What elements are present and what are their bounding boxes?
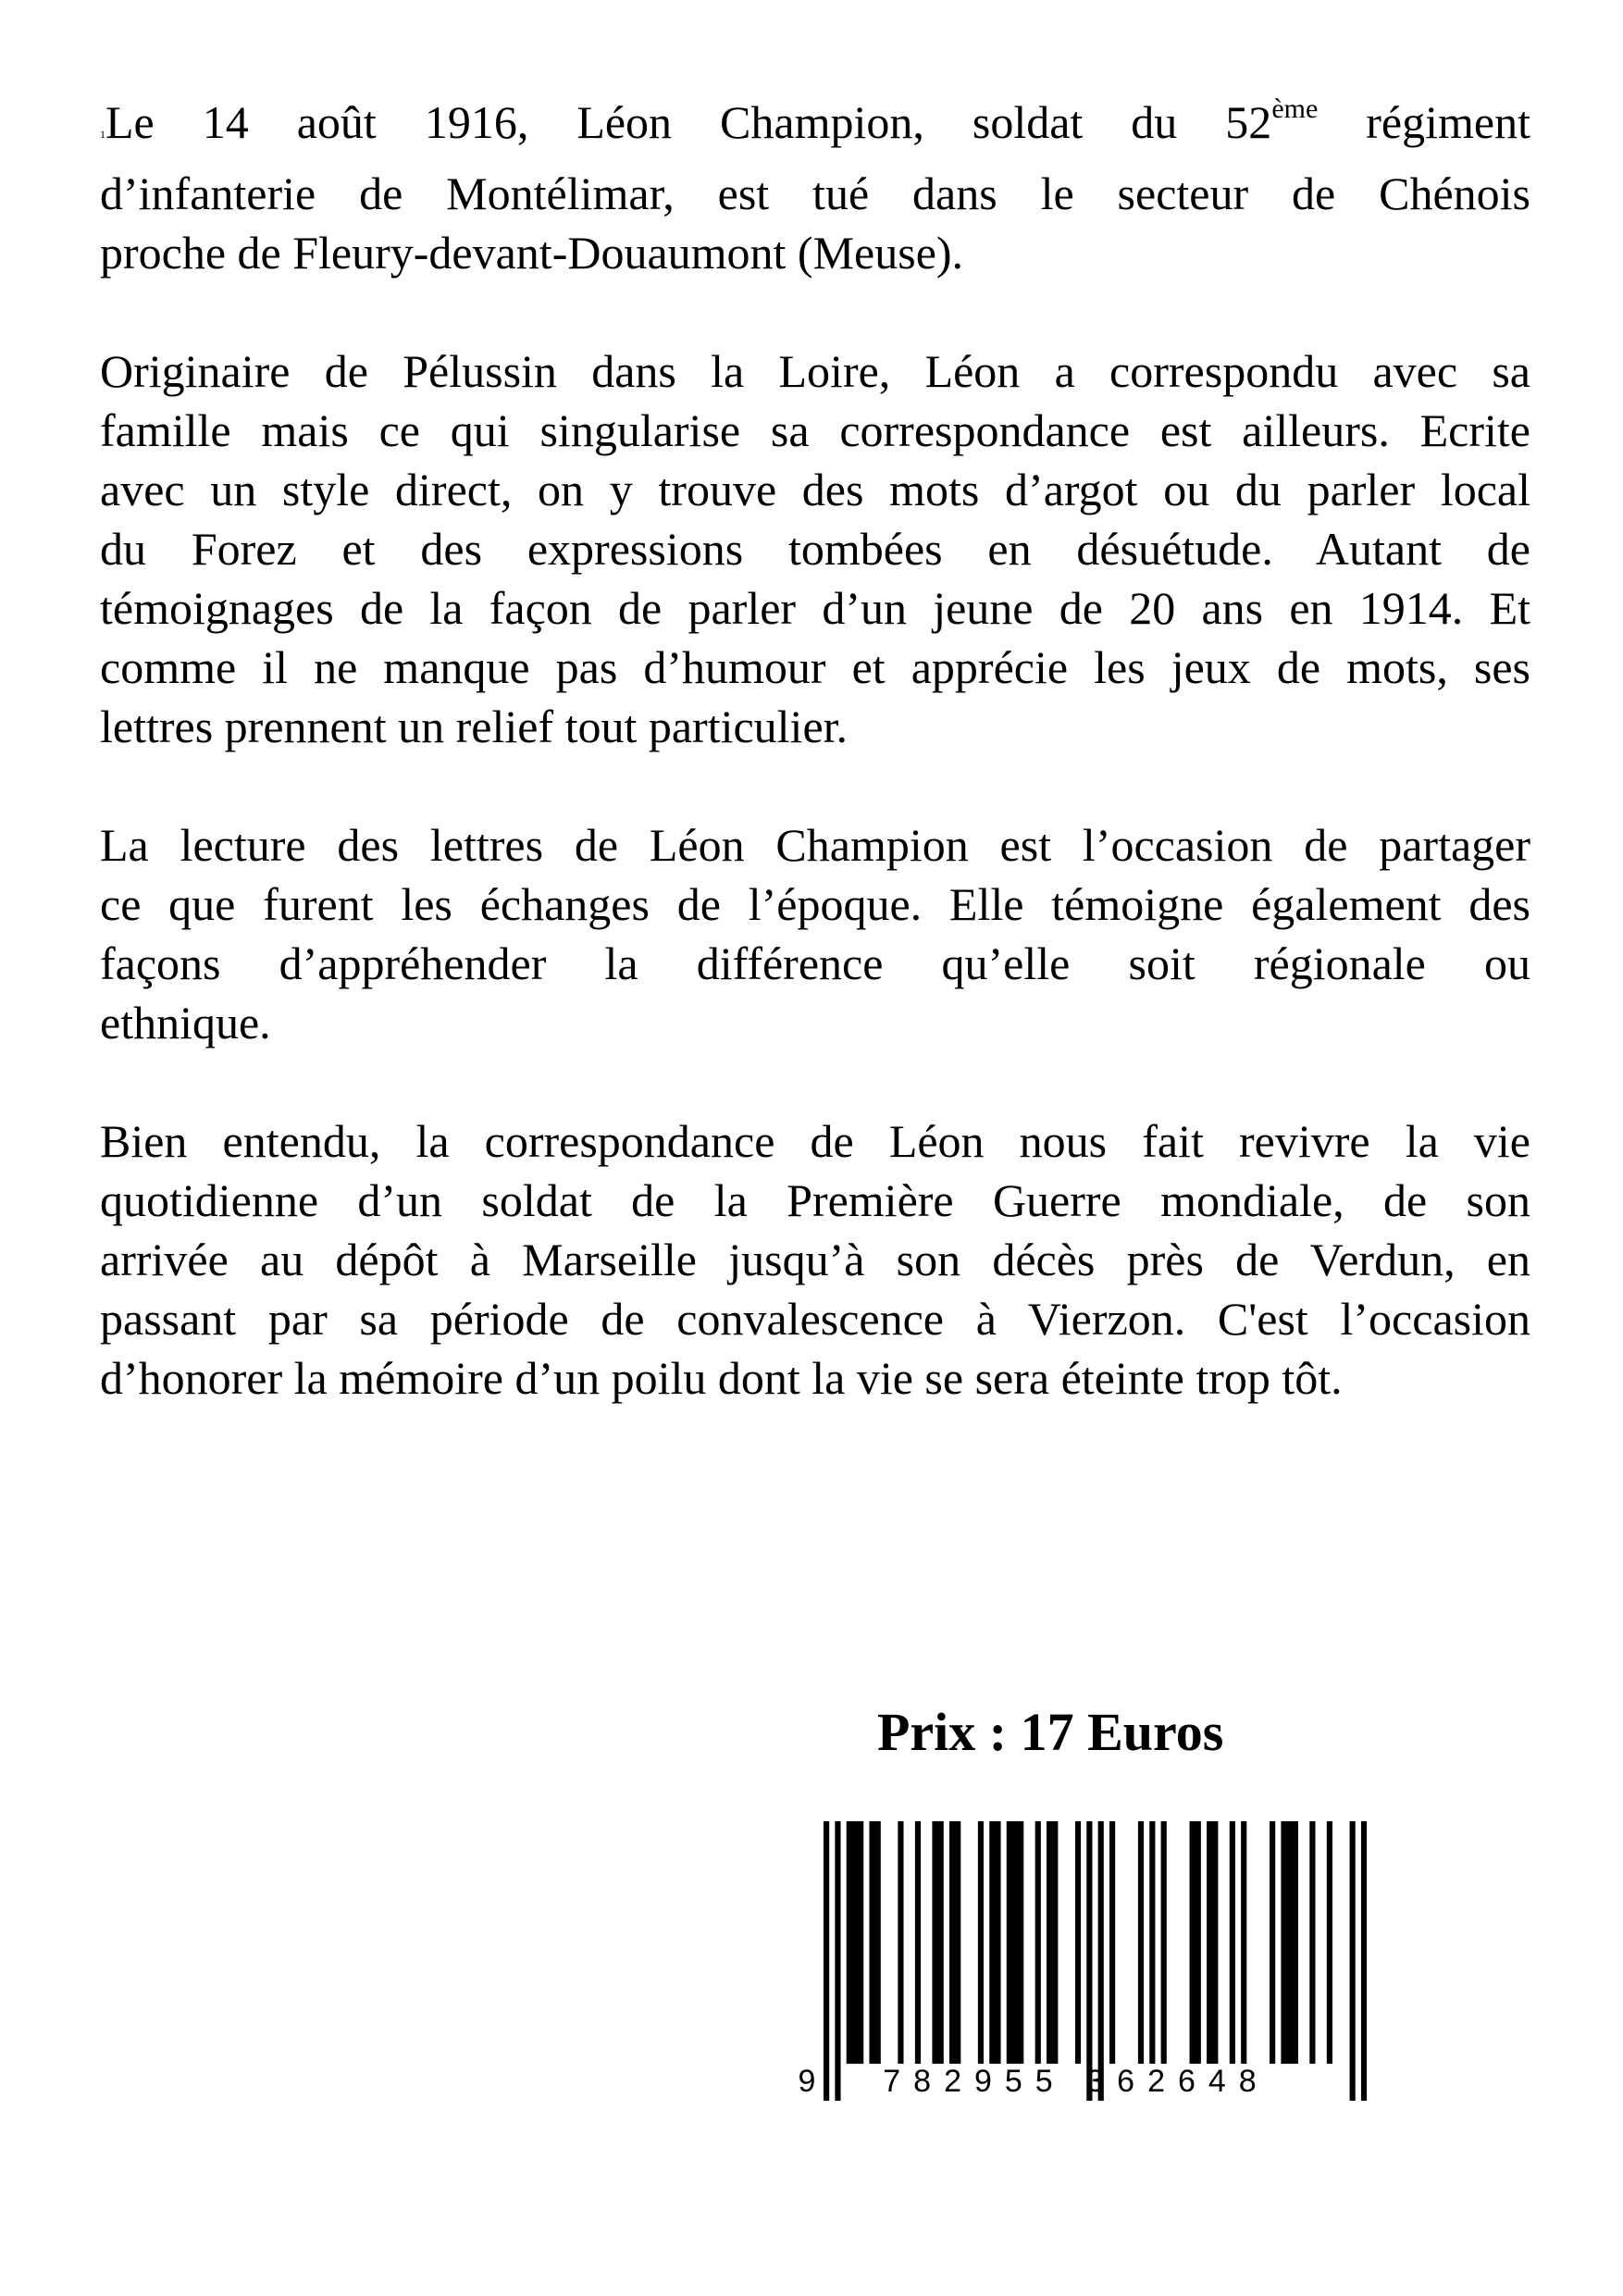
text-line: d’honorer la mémoire d’un poilu dont la vie se sera éteinte trop tôt. xyxy=(100,1352,1343,1404)
barcode-bar xyxy=(1270,1821,1275,2064)
barcode-right-digits: 362648 xyxy=(1086,2064,1270,2099)
barcode-bar xyxy=(1109,1821,1115,2064)
barcode-bar xyxy=(1230,1821,1235,2064)
paragraph-1 xyxy=(100,93,1530,282)
back-cover-text xyxy=(100,93,1530,1467)
barcode-bar xyxy=(1007,1821,1024,2064)
footnote-marker: 1 xyxy=(100,128,105,141)
text-line: façons d’appréhender la différence qu’elle soit régionale ou xyxy=(100,937,1530,989)
barcode-bars xyxy=(824,1821,1367,2101)
ordinal-superscript: ème xyxy=(1271,93,1319,124)
barcode-bar xyxy=(1035,1821,1041,2064)
barcode-bar xyxy=(1327,1821,1332,2064)
text-line: lettres prennent un relief tout particulier. xyxy=(100,701,849,752)
barcode-guard-bar xyxy=(1361,1821,1367,2101)
barcode-bar xyxy=(1149,1821,1155,2064)
barcode-guard-bar xyxy=(824,1821,829,2101)
barcode-guard-bar xyxy=(1098,1821,1104,2101)
text-line: La lecture des lettres de Léon Champion est l’occasion de partager xyxy=(100,819,1530,871)
paragraph-3 xyxy=(100,815,1530,1052)
text-line: comme il ne manque pas d’humour et apprécie les jeux de mots, ses xyxy=(100,641,1530,693)
barcode-bar xyxy=(1281,1821,1298,2064)
paragraph-4 xyxy=(100,1111,1530,1408)
barcode-first-digit: 9 xyxy=(798,2064,816,2099)
barcode-bar xyxy=(847,1821,864,2064)
text-line: avec un style direct, on y trouve des mots d’argot ou du parler local xyxy=(100,464,1530,515)
barcode-bar xyxy=(1241,1821,1246,2064)
barcode-bar xyxy=(1161,1821,1167,2064)
text-line: famille mais ce qui singularise sa correspondance est ailleurs. Ecrite xyxy=(100,404,1530,456)
text-line: du Forez et des expressions tombées en désuétude. Autant de xyxy=(100,523,1530,575)
barcode-bar xyxy=(1047,1821,1058,2064)
text-line: ce que furent les échanges de l’époque. Elle témoigne également des xyxy=(100,878,1530,930)
barcode-bar xyxy=(869,1821,880,2064)
paragraph-2 xyxy=(100,341,1530,756)
barcode-bar xyxy=(915,1821,921,2064)
barcode-bar xyxy=(989,1821,1000,2064)
text-line: passant par sa période de convalescence à Vierzon. C'est l’occasion xyxy=(100,1293,1530,1345)
barcode-bar xyxy=(949,1821,960,2064)
barcode-bar xyxy=(898,1821,903,2064)
isbn-barcode xyxy=(798,1821,1377,2101)
text-line: Bien entendu, la correspondance de Léon nous fait revivre la vie xyxy=(100,1115,1530,1167)
price-label: Prix : 17 Euros xyxy=(877,1702,1224,1762)
text-line: quotidienne d’un soldat de la Première Guerre mondiale, de son xyxy=(100,1174,1530,1226)
barcode-guard-bar xyxy=(1350,1821,1356,2101)
barcode-bar xyxy=(932,1821,943,2064)
barcode-bar xyxy=(978,1821,984,2064)
text-line: Originaire de Pélussin dans la Loire, Léon a correspondu avec sa xyxy=(100,345,1530,397)
text-line: proche de Fleury-devant-Douaumont (Meuse). xyxy=(100,227,964,279)
text-line: d’infanterie de Montélimar, est tué dans le secteur de Chénois xyxy=(100,168,1530,219)
barcode-bar xyxy=(1309,1821,1315,2064)
barcode-bar xyxy=(1075,1821,1081,2064)
text-line: témoignages de la façon de parler d’un jeune de 20 ans en 1914. Et xyxy=(100,582,1530,634)
barcode-bar xyxy=(1190,1821,1201,2064)
barcode-left-digits: 782955 xyxy=(883,2064,1066,2099)
text-line: arrivée au dépôt à Marseille jusqu’à son décès près de Verdun, en xyxy=(100,1234,1530,1285)
text-line: ethnique. xyxy=(100,997,271,1049)
text-line: 1Le 14 août 1916, Léon Champion, soldat du 52ème régiment xyxy=(100,93,1530,148)
barcode-guard-bar xyxy=(1086,1821,1092,2101)
barcode-bar xyxy=(1138,1821,1144,2064)
barcode-bar xyxy=(1207,1821,1218,2064)
barcode-guard-bar xyxy=(835,1821,840,2101)
